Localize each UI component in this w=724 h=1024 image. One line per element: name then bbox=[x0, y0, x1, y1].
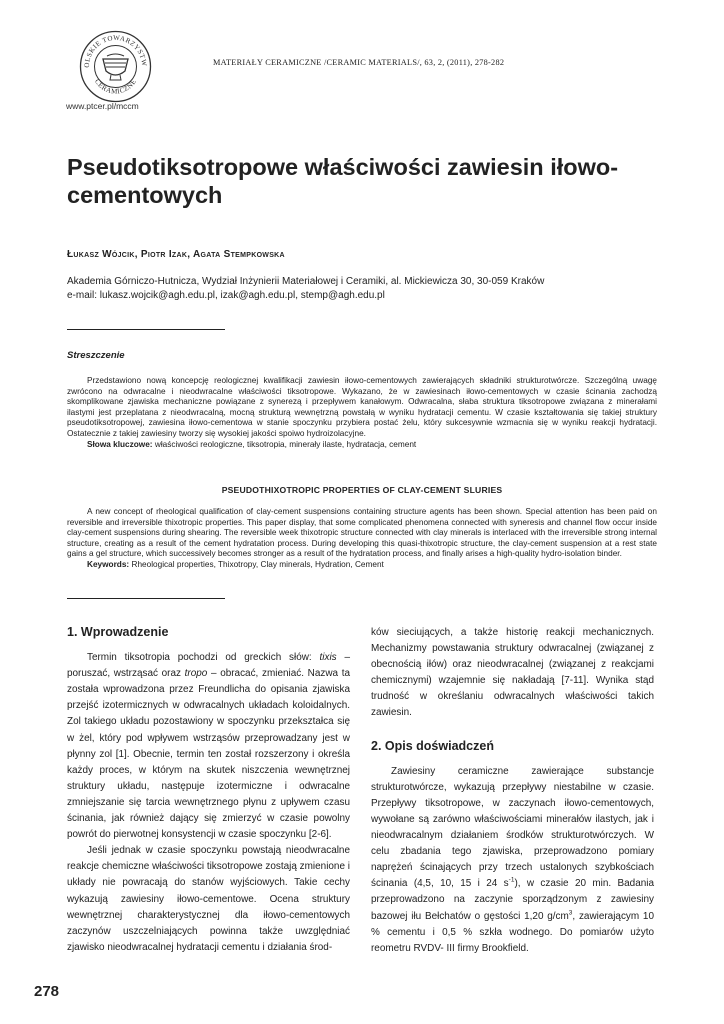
article-title: Pseudotiksotropowe właściwości zawiesin iłowo-cementowych bbox=[67, 154, 619, 208]
section1-paragraph-2: Jeśli jednak w czasie spoczynku powstają nieodwracalne reakcje chemiczne właściwości tiksotropowe zostają zmienione i układy nie powracają do stanów wyjściowych. Takie cechy wykazują zawiesiny iłowo-cementowe. Ocena struktury wewnętrznej charakterystycznej dla iłowo-cementowych zaczynów uszczelniających powinna także uwzględniać zjawisko nieodwracalnej hydratacji cementu i działania środ- bbox=[67, 845, 350, 953]
abstract-pl bbox=[67, 376, 657, 450]
section2-paragraph-1: Zawiesiny ceramiczne zawierające substancje strukturotwórcze, wykazują przepływy niestabilne w czasie. Przepływy tiksotropowe, w zaczynach iłowo-cementowych, wywołane są zarówno właściwościami minerałów ilastych, jak i nieodwracalnym działaniem środków strukturotwórczych. W celu zbadania tego zjawiska, przeprowadzono pomiary naprężeń ścinających przy trzech ustalonych szybkościach ścinania (4,5, 10, 15 i 24 $s^{-1}$), w czasie 20 min. Badania przeprowadzono na zaczynie sporządzonym z zawiesiny bazowej iłu Bełchatów o gęstości 1,20 $g/cm^3$, zawierającym 10 % cementu i 0,5 % szkła wodnego. Do pomiarów użyto reometru RVDV- III firmy Brookfield. bbox=[371, 765, 654, 954]
right-column bbox=[371, 625, 654, 957]
svg-text:POLSKIE TOWARZYSTWO bbox=[78, 29, 148, 68]
keywords-en bbox=[67, 560, 657, 571]
abstract-en bbox=[67, 507, 657, 571]
affiliation-block bbox=[67, 275, 667, 302]
abstract-en-text: A new concept of rheological qualification of clay-cement suspensions containing structure agents has been shown. Special attention has been paid on reversible and irreversible thixotropic properties. This paper display, that some complicated phenomena connected with syneresis and channel flow occur inside clay-cement suspensions during shearing. The reversible week thixotropic structure connected with clay minerals is interlaced with the irreversible strong internal structure, creating as a result of the cement hydratation process. During developing this quasi-thixotropic structure, the clay-cement suspension at a rest state gains a gel structure, which successively becomes stronger as a result of the hydratation process, and finally arises a high-quality hydro-isolation binder. bbox=[67, 507, 657, 559]
section1-heading: 1. Wprowadzenie bbox=[67, 625, 169, 639]
logo-text-bottom: CERAMICZNE bbox=[92, 77, 139, 96]
page-number: 278 bbox=[34, 983, 60, 1000]
section2-heading: 2. Opis doświadczeń bbox=[371, 738, 494, 753]
journal-url: www.ptcer.pl/mccm bbox=[66, 101, 139, 111]
keywords-pl-label: Słowa kluczowe: bbox=[87, 439, 153, 449]
society-logo bbox=[78, 29, 153, 104]
seal-icon bbox=[78, 29, 153, 104]
abstract-pl-text: Przedstawiono nową koncepcję reologicznej kwalifikacji zawiesin iłowo-cementowych zawierających składniki strukturotwórcze. Szczególną uwagę zwrócono na odwracalne i nieodwracalne właściwości tiksotropowe. Wykazano, że w zawiesinach iłowo-cementowych w czasie ścinania zachodzą skomplikowane zjawiska mechaniczne powiązane z synerezą i przepływem kanałowym. Odwracalna, słaba struktura tiksotropowe związana z minerałami ilastymi jest przeplatana z nieodwracalną, mocną strukturą wewnętrzną powstałą w wyniku hydratacji cementu. W czasie kształtowania się takiej struktury pseudotiksotropowej, zawiesina iłowo-cementowa w stanie spoczynku przybiera postać żelu, który sukcesywnie wzmacnia się w wyniku reakcji hydratacji. Ostatecznie z takiej zawiesiny tworzy się wysokiej jakości spoiwo hydroizolacyjne. bbox=[67, 376, 657, 438]
logo-text-top: OLSKIE TOWARZYSTW bbox=[82, 33, 149, 68]
authors: Łukasz Wójcik, Piotr Izak, Agata Stempkowska bbox=[67, 249, 285, 260]
keywords-en-label: Keywords: bbox=[87, 559, 130, 569]
journal-header: MATERIAŁY CERAMICZNE /CERAMIC MATERIALS/, 63, 2, (2011), 278-282 bbox=[213, 58, 505, 67]
keywords-pl bbox=[67, 440, 657, 451]
keywords-pl-text: właściwości reologiczne, tiksotropia, minerały ilaste, hydratacja, cement bbox=[154, 439, 417, 449]
section1-paragraph-3: ków sieciujących, a także historię reakcji mechanicznych. Mechanizmy powstawania struktury odwracalnej (związanej z obecnością iłów) oraz nieodwracalnej (związanej z reakcjami chemicznymi) wzajemnie się nakładają [7-11]. Wynika stąd trudność w określaniu odwracalnych właściwości takich zawiesin. bbox=[371, 627, 654, 719]
section1-paragraph-1: Termin tiksotropia pochodzi od greckich słów: tixis – poruszać, wstrząsać oraz tropo – obracać, zmieniać. Nazwa ta została wprowadzona przez Freundlicha do opisania zjawiska przejść izotermicznych w odwracalnych układach koloidalnych. Zol takiego układu pozostawiony w spoczynku przekształca się w żel, który pod wpływem wstrząsów przeprowadzany jest w płynny zol [1]. Obecnie, termin ten został rozszerzony i określa każdy proces, w którym na skutek niszczenia wewnętrznej struktury układu, następuje izotermiczne i odwracalne zmniejszanie się tarcia wewnętrznego płynu z upływem czasu ścinania, jak również dający się zmierzyć w czasie powolny powrót do pierwotnej konsystencji w czasie spoczynku [2-6]. bbox=[67, 652, 350, 841]
left-column bbox=[67, 624, 350, 956]
separator-rule bbox=[67, 329, 225, 330]
email: e-mail: lukasz.wojcik@agh.edu.pl, izak@agh.edu.pl, stemp@agh.edu.pl bbox=[67, 289, 385, 301]
affiliation: Akademia Górniczo-Hutnicza, Wydział Inżynierii Materiałowej i Ceramiki, al. Mickiewicza 30, 30-059 Kraków bbox=[67, 276, 545, 287]
separator-rule-2 bbox=[67, 598, 225, 599]
keywords-en-text: Rheological properties, Thixotropy, Clay minerals, Hydration, Cement bbox=[131, 559, 384, 569]
english-title: PSEUDOTHIXOTROPIC PROPERTIES OF CLAY-CEMENT SLURIES bbox=[221, 485, 503, 495]
abstract-heading: Streszczenie bbox=[67, 350, 125, 361]
